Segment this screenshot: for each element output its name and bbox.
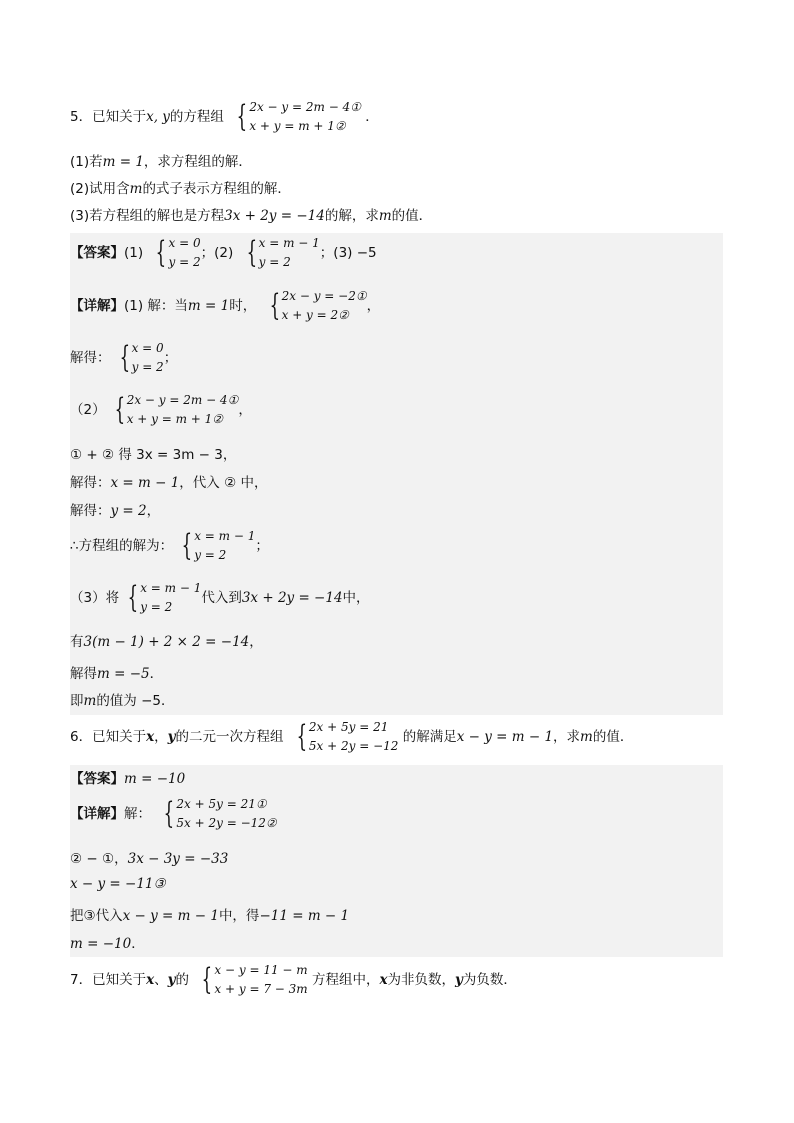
q6-l2m: x − y = −11③ [70,876,166,892]
q6-prefix: 6．已知关于 [70,729,147,745]
equation-lines [127,391,239,429]
q5-ans-1b: y = 2 [168,255,201,269]
q7-mid: 的 [175,972,190,988]
q6-det-pre: 解： [124,806,151,822]
equation-system [106,391,239,429]
q5-p3a: (3)若方程组的解也是方程 [70,208,225,224]
q5-have-end: ， [249,634,263,650]
q6-ans: m = −10 [124,771,186,787]
equation-system [147,234,200,272]
q5-have-pre: 有 [70,634,84,650]
q5-p2-a: 2x − y = 2m − 4① [126,393,239,407]
brace-icon: { [296,719,307,754]
q5-sol3-m: y = 2 [110,503,147,519]
q5-det-1a: 2x − y = −2① [281,289,367,303]
q5-fin-pre: 即 [70,693,84,709]
q5-sol-text: 解得： [70,350,111,366]
q5-step-x [70,471,267,491]
q7-xv: x [379,972,388,988]
equation-system [288,718,399,756]
brace-icon: { [246,235,257,270]
q7-mid2: 方程组中， [311,972,380,988]
q5-end: ． [365,109,379,125]
q6-stem [70,718,633,756]
q5-p1m: m = 1 [102,154,144,170]
q5-p3-mid: 代入到 [201,590,242,606]
q5-part3 [70,204,432,224]
q5-vars: x, y [146,109,170,125]
q6-l3m2: −11 = m − 1 [259,908,350,924]
q5-have-m: 3(m − 1) + 2 × 2 = −14 [83,634,250,650]
brace-icon: { [119,340,130,375]
equation-lines [214,961,307,999]
q5-add-text: ① + ② 得 3x = 3m − 3， [70,447,237,463]
q5-p1b: ，求方程组的解． [143,154,252,170]
q5-system [228,98,361,136]
q5-ans-2a: x = m − 1 [258,236,320,250]
equation-lines [194,527,255,565]
q6-cond: x − y = m − 1 [456,729,554,745]
q6-l3m: x − y = m − 1 [122,908,219,924]
q5-p2-end: ， [238,402,252,418]
q5-ther-a: x = m − 1 [194,529,256,543]
q5-p2-label: （2） [70,402,106,418]
q5-ther-b: y = 2 [194,548,227,562]
equation-lines [176,795,276,833]
q5-step-m [70,662,163,682]
q5-p2-b: x + y = m + 1② [126,412,224,426]
q5-p3-a: x = m − 1 [140,581,202,595]
q5-fin-post: 的值为 −5． [96,693,175,709]
q6-l1m: 3x − 3y = −33 [127,851,229,867]
q6-detail [70,795,277,833]
q5-ther: ∴方程组的解为： [70,538,174,554]
q7-eq2: x + y = 7 − 3m [214,982,308,996]
q7-t2: 为负数． [462,972,517,988]
q6-answer [70,767,185,787]
equation-system [261,287,367,325]
equation-lines [132,339,164,377]
brace-icon: { [114,392,125,427]
q5-answer [70,234,377,272]
q5-solution-1 [70,339,177,377]
brace-icon: { [127,580,139,615]
q5-sol-end: ； [163,350,178,366]
q5-ans-sep2: ；(3) −5 [319,245,377,261]
q5-p3c: m [378,208,392,224]
q6-step-4 [70,932,145,952]
brace-icon: { [269,288,280,323]
q6-l4m: m = −10 [70,936,132,952]
equation-lines [169,234,201,272]
q6-l3a: 把③代入 [70,908,123,924]
brace-icon: { [163,796,175,831]
equation-system [238,234,320,272]
q7-eq1: x − y = 11 − m [214,963,308,977]
q5-det-label: 【详解】 [70,298,124,314]
q5-p3-end: 中， [342,590,370,606]
q6-step-2 [70,876,166,892]
q5-eq2: x + y = m + 1② [249,119,346,133]
q5-sol-a: x = 0 [131,341,164,355]
brace-icon: { [181,528,193,563]
equation-lines [309,718,399,756]
q5-p2b: 的式子表示方程组的解． [142,181,291,197]
q5-step-add [70,443,236,463]
q5-sol2-m: x = m − 1 [110,475,180,491]
q5-detail-2 [70,391,252,429]
q5-det-1m: m = 1 [187,298,230,314]
q5-ans-1: (1) [124,245,144,261]
q5-p1a: (1)若 [70,154,103,170]
equation-lines [249,98,361,136]
q6-d1: 2x + 5y = 21① [176,797,267,811]
q5-sol2-pre: 解得： [70,475,111,491]
q5-p3-label: （3）将 [70,590,120,606]
q6-step-3 [70,904,349,924]
q5-ans-2b: y = 2 [258,255,291,269]
q5-sol4-pre: 解得 [70,666,97,682]
q6-eq1: 2x + 5y = 21 [308,720,389,734]
q5-p3m: 3x + 2y = −14 [224,208,325,224]
q5-ans-sep1: ；(2) [200,245,234,261]
q5-mid: 的方程组 [169,109,224,125]
q6-end: 的值． [592,729,634,745]
q6-mid3: ，求 [553,729,581,745]
q5-det-1b: x + y = 2② [281,308,349,322]
q5-p2m: m [129,181,143,197]
q6-y: y [167,729,176,745]
q5-prefix: 5．已知关于 [70,109,147,125]
equation-system [155,795,276,833]
q5-part1 [70,150,252,170]
equation-system [119,579,201,617]
q7-stem [70,961,517,999]
q6-step-1 [70,847,228,867]
q5-ther-end: ； [255,538,269,554]
q5-sol2-post: ，代入 ② 中， [179,475,268,491]
q5-det-1end: ， [366,298,381,314]
q5-det-1: (1) 解：当 [124,298,188,314]
q7-y: y [167,972,176,988]
q5-det-1t: 时， [229,298,257,314]
q7-t1: 为非负数， [387,972,456,988]
equation-lines [259,234,320,272]
q5-therefore [70,527,269,565]
q6-d2: 5x + 2y = −12② [176,816,277,830]
brace-icon: { [201,962,213,997]
q5-step-y [70,499,160,519]
q5-sol4-end: ． [149,666,164,682]
q6-mid: 的二元一次方程组 [175,729,284,745]
q5-p3b: 的解，求 [324,208,379,224]
q6-ans-label: 【答案】 [70,771,124,787]
equation-lines [282,287,367,325]
q6-sep: ， [154,729,168,745]
equation-system [193,961,307,999]
q5-p3-eq: 3x + 2y = −14 [241,590,343,606]
q5-sol3-post: ， [146,503,161,519]
equation-system [173,527,255,565]
q5-sol4-m: m = −5 [97,666,150,682]
q7-x: x [146,972,155,988]
q6-l4end: ． [131,936,145,952]
brace-icon: { [236,99,248,134]
q5-part2 [70,177,291,197]
equation-system [111,339,164,377]
q5-stem [70,98,379,136]
q5-sol-b: y = 2 [131,360,164,374]
brace-icon: { [156,235,167,270]
q5-detail-1 [70,287,380,325]
q6-l3b: 中，得 [218,908,260,924]
q6-mid2: 的解满足 [402,729,457,745]
q6-mvar: m [580,729,593,745]
equation-lines [140,579,201,617]
q6-eq2: 5x + 2y = −12 [308,739,399,753]
q5-detail-3 [70,579,370,617]
q5-sol3-pre: 解得： [70,503,111,519]
q5-ans-label: 【答案】 [70,245,124,261]
q5-p3-b: y = 2 [140,600,173,614]
q5-final [70,689,175,709]
q5-p2a: (2)试用含 [70,181,130,197]
q7-sep: 、 [154,972,168,988]
q6-x: x [146,729,155,745]
q5-p3d: 的值． [391,208,433,224]
q5-eq1: 2x − y = 2m − 4① [249,100,361,114]
q6-det-label: 【详解】 [70,806,124,822]
q5-have [70,630,263,650]
q7-yv: y [455,972,463,988]
q5-fin-m: m [83,693,97,709]
q5-ans-1a: x = 0 [168,236,201,250]
q7-prefix: 7．已知关于 [70,972,147,988]
q6-l1a: ② − ①， [70,851,128,867]
